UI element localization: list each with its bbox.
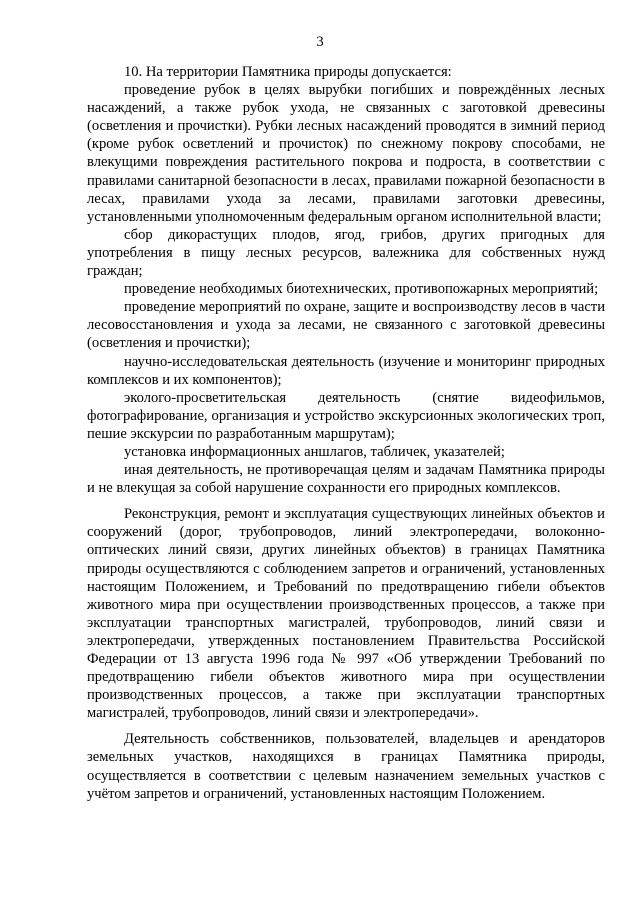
permitted-activity-gathering: сбор дикорастущих плодов, ягод, грибов, других пригодных для употребления в пищу лесных ресурсов, валежника для собственных нужд граждан; — [87, 226, 605, 280]
permitted-activity-biotechnical: проведение необходимых биотехнических, противопожарных мероприятий; — [124, 281, 599, 298]
permitted-activity-other: иная деятельность, не противоречащая целям и задачам Памятника природы и не влекущая за собой нарушение сохранности его природных комплексов. — [87, 462, 605, 497]
landowners-paragraph: Деятельность собственников, пользователей, владельцев и арендаторов земельных участков, находящихся в границах Памятника природы, осуществляется в соответствии с целевым назначением земельных участков с учётом запретов и ограничений, установленных настоящим Положением. — [87, 731, 605, 802]
permitted-activity-education: эколого-просветительская деятельность (снятие видеофильмов, фотографирование, организация и устройство экскурсионных экологических троп, пешие экскурсии по разработанным маршрутам); — [87, 389, 605, 442]
linear-objects-paragraph: Реконструкция, ремонт и эксплуатация существующих линейных объектов и сооружений (дорог, трубопроводов, линий электропередачи, волоконно-оптических линий связи, других линейных объектов) в границах Памятника природы осуществляются с соблюдением запретов и ограничений, установленных настоящим Положением, и Требований по предотвращению гибели объектов животного мира при осуществлении производственных процессов, а также при эксплуатации транспортных магистралей, трубопроводов, линий связи и электропередачи, утвержденных постановлением Правительства Российской Федерации от 13 августа 1996 года № 997 «Об утверждении Требований по предотвращению гибели объектов животного мира при осуществлении производственных процессов, а также при эксплуатации транспортных магистралей, трубопроводов, линий связи и электропередачи». — [87, 506, 605, 722]
permitted-activity-logging: проведение рубок в целях вырубки погибших и повреждённых лесных насаждений, а также рубок ухода, не связанных с заготовкой древесины (осветления и прочистки). Рубки лесных насаждений проводятся в зимний период (кроме рубок осветлений и прочисток) по снежному покрову способами, не влекущими повреждения растительного покрова и подроста, в соответствии с правилами санитарной безопасности в лесах, правилами пожарной безопасности в лесах, правилами ухода за лесами, правилами заготовки древесины, установленными уполномоченным федеральным органом исполнительной власти; — [87, 82, 605, 225]
permitted-activity-research: научно-исследовательская деятельность (изучение и мониторинг природных комплексов и их компонентов); — [87, 353, 605, 388]
section-heading: 10. На территории Памятника природы допускается: — [124, 64, 452, 80]
page-number: 3 — [316, 34, 324, 50]
permitted-activity-forest-protection: проведение мероприятий по охране, защите и воспроизводству лесов в части лесовосстановления и ухода за лесами, не связанного с заготовкой древесины (осветления и прочистки); — [87, 299, 605, 352]
document-body — [87, 63, 605, 803]
permitted-activity-signage: установка информационных аншлагов, табличек, указателей; — [124, 443, 505, 460]
